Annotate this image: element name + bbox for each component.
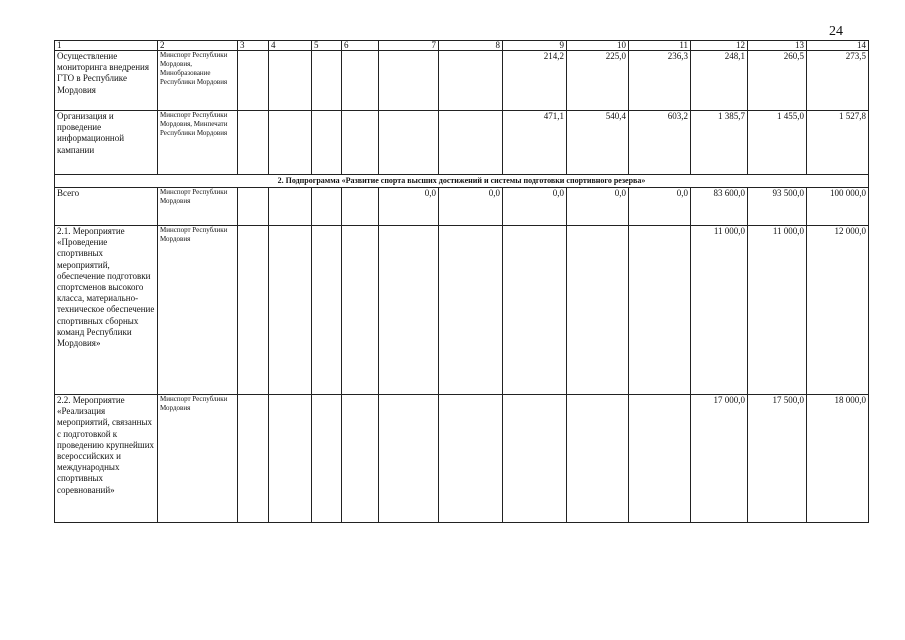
column-number: 10 [567,41,629,51]
column-number: 7 [379,41,439,51]
budget-table [54,40,869,523]
value-cell [342,188,379,226]
value-cell [439,111,503,175]
column-number: 2 [158,41,238,51]
value-cell [269,395,312,523]
value-cell: 93 500,0 [748,188,807,226]
value-cell: 248,1 [691,51,748,111]
value-cell: 1 527,8 [807,111,869,175]
row-name-cell: 2.2. Мероприятие «Реализация мероприятий, связанных с подготовкой к проведению крупнейших всероссийских и международных спортивных соревнований» [55,395,158,523]
table-row [55,51,869,111]
column-number: 8 [439,41,503,51]
row-name-cell: 2.1. Мероприятие «Проведение спортивных мероприятий, обеспечение подготовки спортсменов высокого класса, материально-техническое обеспечение спортивных сборных команд Республики Мордовия» [55,226,158,395]
value-cell [567,226,629,395]
executor-cell: Минспорт Республики Мордовия [158,188,238,226]
value-cell [379,395,439,523]
table-row [55,226,869,395]
value-cell [503,226,567,395]
column-number: 1 [55,41,158,51]
value-cell: 540,4 [567,111,629,175]
value-cell: 1 455,0 [748,111,807,175]
executor-cell: Минспорт Республики Мордовия [158,226,238,395]
value-cell [238,188,269,226]
table-row [55,395,869,523]
row-name-cell: Организация и проведение информационной кампании [55,111,158,175]
value-cell [238,226,269,395]
value-cell: 83 600,0 [691,188,748,226]
value-cell: 0,0 [503,188,567,226]
executor-cell: Минспорт Республики Мордовия, Минпечати Республики Мордовия [158,111,238,175]
table-row [55,111,869,175]
value-cell [312,226,342,395]
value-cell [342,111,379,175]
value-cell: 100 000,0 [807,188,869,226]
value-cell [342,51,379,111]
value-cell [503,395,567,523]
value-cell [567,395,629,523]
value-cell [379,111,439,175]
table-body [55,41,869,523]
value-cell: 12 000,0 [807,226,869,395]
value-cell [629,395,691,523]
column-number: 13 [748,41,807,51]
value-cell [269,111,312,175]
value-cell [269,226,312,395]
value-cell [269,188,312,226]
row-name-cell: Всего [55,188,158,226]
value-cell: 225,0 [567,51,629,111]
value-cell [379,226,439,395]
column-number: 11 [629,41,691,51]
value-cell: 0,0 [567,188,629,226]
table-row [55,188,869,226]
value-cell: 1 385,7 [691,111,748,175]
value-cell [238,395,269,523]
value-cell: 0,0 [379,188,439,226]
section-title: 2. Подпрограмма «Развитие спорта высших достижений и системы подготовки спортивного резерва» [55,175,869,188]
column-number: 12 [691,41,748,51]
value-cell [312,395,342,523]
executor-cell: Минспорт Республики Мордовия [158,395,238,523]
value-cell [238,51,269,111]
column-number: 5 [312,41,342,51]
value-cell [312,51,342,111]
value-cell: 214,2 [503,51,567,111]
value-cell: 471,1 [503,111,567,175]
value-cell: 0,0 [629,188,691,226]
value-cell: 260,5 [748,51,807,111]
value-cell [312,188,342,226]
value-cell: 0,0 [439,188,503,226]
column-number: 6 [342,41,379,51]
value-cell [238,111,269,175]
value-cell: 236,3 [629,51,691,111]
value-cell: 17 000,0 [691,395,748,523]
value-cell: 18 000,0 [807,395,869,523]
value-cell [342,395,379,523]
executor-cell: Минспорт Республики Мордовия, Минобразование Республики Мордовия [158,51,238,111]
column-number: 9 [503,41,567,51]
page-number: 24 [829,24,843,39]
value-cell: 273,5 [807,51,869,111]
section-header-row [55,175,869,188]
value-cell [439,226,503,395]
value-cell: 603,2 [629,111,691,175]
column-number: 3 [238,41,269,51]
column-number-row [55,41,869,51]
value-cell [342,226,379,395]
column-number: 4 [269,41,312,51]
value-cell: 11 000,0 [691,226,748,395]
value-cell [379,51,439,111]
value-cell [629,226,691,395]
value-cell [269,51,312,111]
value-cell: 17 500,0 [748,395,807,523]
value-cell [439,51,503,111]
column-number: 14 [807,41,869,51]
value-cell [439,395,503,523]
value-cell: 11 000,0 [748,226,807,395]
value-cell [312,111,342,175]
row-name-cell: Осуществление мониторинга внедрения ГТО в Республике Мордовия [55,51,158,111]
